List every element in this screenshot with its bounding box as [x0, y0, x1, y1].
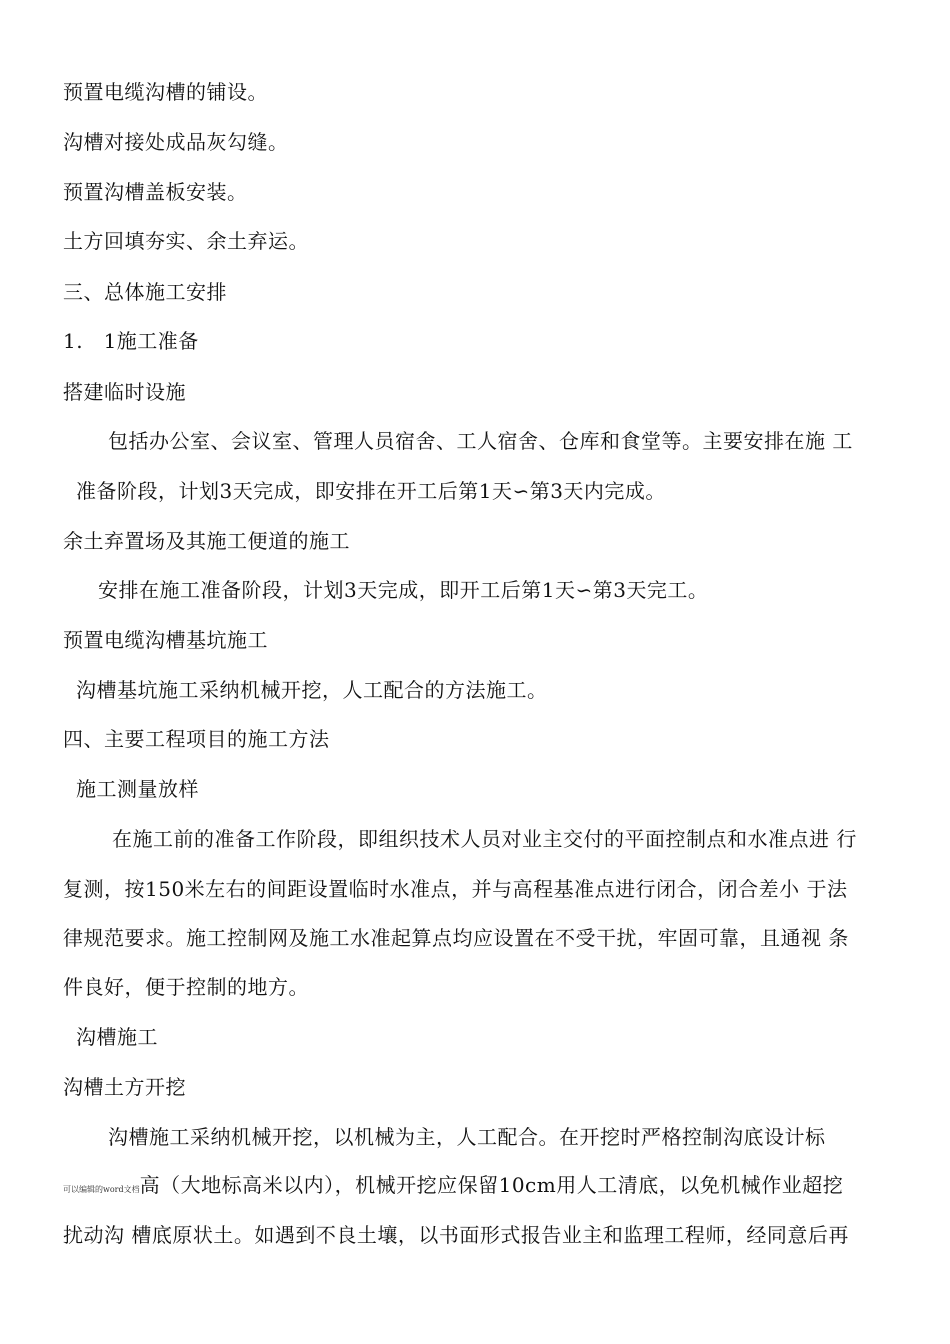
paragraph-text: 高（大地标高米以内），机械开挖应保留10cm用人工清底，以免机械作业超挖 [139, 1173, 844, 1197]
text-line: 预置沟槽盖板安装。 [63, 180, 248, 204]
paragraph-line: 律规范要求。施工控制网及施工水准起算点均应设置在不受干扰，牢固可靠，且通视 条 [63, 926, 849, 950]
text-line: 沟槽对接处成品灰勾缝。 [63, 130, 289, 154]
paragraph-line: 准备阶段，计划3天完成，即安排在开工后第1天∽第3天内完成。 [76, 479, 666, 503]
item-heading: 施工测量放样 [76, 777, 199, 801]
item-heading: 沟槽施工 [76, 1025, 158, 1049]
paragraph-line: 沟槽施工采纳机械开挖，以机械为主，人工配合。在开挖时严格控制沟底设计标 [108, 1125, 826, 1149]
item-heading: 预置电缆沟槽基坑施工 [63, 628, 268, 652]
subsection-heading: 1. 1施工准备 [63, 329, 199, 353]
watermark-text: 可以编辑的word文档 [63, 1185, 140, 1194]
text-line: 预置电缆沟槽的铺设。 [63, 80, 268, 104]
text-line: 土方回填夯实、余土弃运。 [63, 229, 309, 253]
paragraph-line: 包括办公室、会议室、管理人员宿舍、工人宿舍、仓库和食堂等。主要安排在施 工 [108, 429, 853, 453]
section-heading: 四、主要工程项目的施工方法 [63, 727, 330, 751]
item-heading: 余土弃置场及其施工便道的施工 [63, 529, 350, 553]
item-heading: 沟槽土方开挖 [63, 1075, 186, 1099]
paragraph-line: 在施工前的准备工作阶段，即组织技术人员对业主交付的平面控制点和水准点进 行 [112, 827, 857, 851]
paragraph-line: 扰动沟 槽底原状土。如遇到不良土壤，以书面形式报告业主和监理工程师，经同意后再 [63, 1223, 849, 1247]
paragraph-line: 安排在施工准备阶段，计划3天完成，即开工后第1天∽第3天完工。 [98, 578, 709, 602]
paragraph-line: 复测，按150米左右的间距设置临时水准点，并与高程基准点进行闭合，闭合差小 于法 [63, 877, 848, 901]
paragraph-line: 件良好，便于控制的地方。 [63, 975, 309, 999]
paragraph-line: 沟槽基坑施工采纳机械开挖，人工配合的方法施工。 [76, 678, 548, 702]
item-heading: 搭建临时设施 [63, 380, 186, 404]
paragraph-line-with-watermark [63, 1172, 843, 1203]
section-heading: 三、总体施工安排 [63, 280, 227, 304]
